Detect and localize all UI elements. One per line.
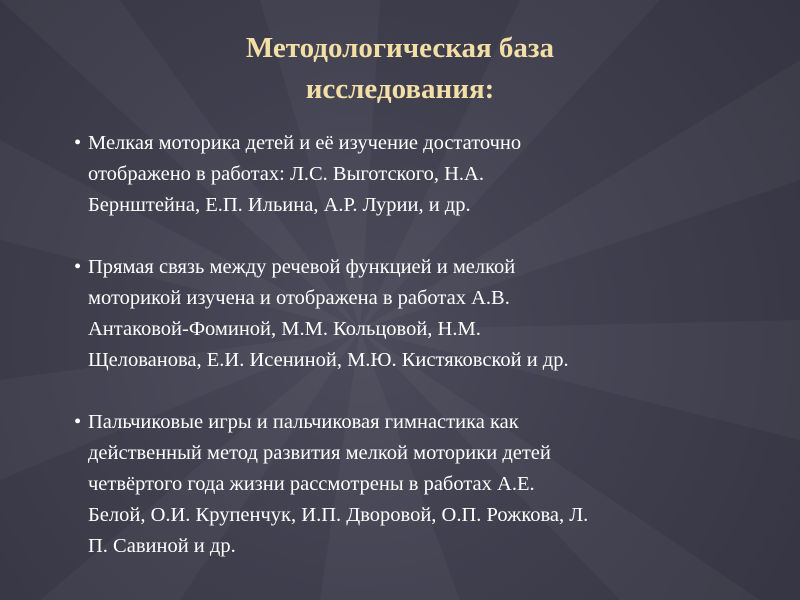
bullet-line: Бернштейна, Е.П. Ильина, А.Р. Лурии, и др. (88, 194, 471, 216)
bullet-item-fine-motor (68, 128, 788, 221)
bullet-line: Прямая связь между речевой функцией и мелкой (88, 256, 516, 278)
slide-title (0, 28, 800, 110)
bullet-line: Щелованова, Е.И. Исениной, М.Ю. Кистяковской и др. (88, 349, 569, 371)
bullet-line: Мелкая моторика детей и её изучение достаточно (88, 132, 522, 154)
bullet-line: действенный метод развития мелкой моторики детей (88, 442, 551, 464)
bullet-line: Антаковой-Фоминой, М.М. Кольцовой, Н.М. (88, 318, 481, 340)
bullet-icon: • (74, 132, 82, 154)
slide-title-line: исследования: (305, 73, 495, 105)
bullet-icon: • (74, 256, 82, 278)
bullet-icon: • (74, 411, 82, 433)
bullet-item-speech-link (68, 252, 788, 376)
bullet-line: отображено в работах: Л.С. Выготского, Н.А. (88, 163, 484, 185)
slide-title-line: Методологическая база (245, 32, 555, 64)
bullet-line: Пальчиковые игры и пальчиковая гимнастика как (88, 411, 519, 433)
bullet-list (68, 128, 788, 593)
bullet-line: Белой, О.И. Крупенчук, И.П. Дворовой, О.П. Рожкова, Л. (88, 504, 589, 526)
bullet-item-finger-games (68, 407, 788, 562)
bullet-line: П. Савиной и др. (88, 535, 236, 557)
bullet-line: моторикой изучена и отображена в работах А.В. (88, 287, 510, 309)
bullet-line: четвёртого года жизни рассмотрены в работах А.Е. (88, 473, 535, 495)
